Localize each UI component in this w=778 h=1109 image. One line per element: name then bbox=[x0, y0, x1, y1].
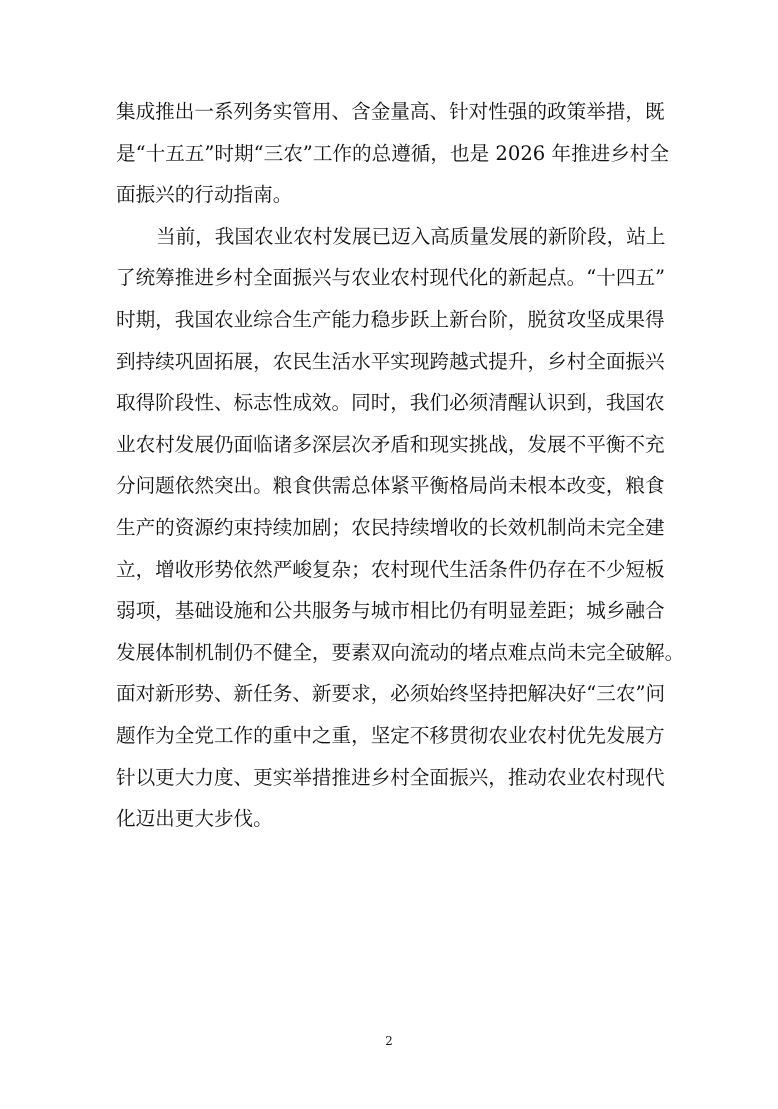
text-line: 时期，我国农业综合生产能力稳步跃上新台阶，脱贫攻坚成果得 bbox=[116, 307, 665, 331]
text-line: 面振兴的行动指南。 bbox=[116, 183, 293, 207]
text-line: 到持续巩固拓展，农民生活水平实现跨越式提升，乡村全面振兴 bbox=[116, 349, 665, 373]
text-line: 当前，我国农业农村发展已迈入高质量发展的新阶段，站上 bbox=[156, 224, 666, 248]
text-line: 是“十五五”时期“三农”工作的总遵循，也是 2026 年推进乡村全 bbox=[116, 141, 670, 165]
text-line: 立，增收形势依然严峻复杂；农村现代生活条件仍存在不少短板 bbox=[116, 557, 665, 581]
text-line: 生产的资源约束持续加剧；农民持续增收的长效机制尚未完全建 bbox=[116, 515, 665, 539]
text-line: 面对新形势、新任务、新要求，必须始终坚持把解决好“三农”问 bbox=[116, 682, 666, 706]
text-line: 分问题依然突出。粮食供需总体紧平衡格局尚未根本改变，粮食 bbox=[116, 474, 665, 498]
text-line: 发展体制机制仍不健全，要素双向流动的堵点难点尚未完全破解。 bbox=[116, 640, 685, 664]
text-line: 业农村发展仍面临诸多深层次矛盾和现实挑战，发展不平衡不充 bbox=[116, 432, 665, 456]
paragraph-1 bbox=[116, 91, 670, 216]
text-line: 化迈出更大步伐。 bbox=[116, 807, 273, 831]
text-line: 取得阶段性、标志性成效。同时，我们必须清醒认识到，我国农 bbox=[116, 391, 665, 415]
text-line: 题作为全党工作的重中之重，坚定不移贯彻农业农村优先发展方 bbox=[116, 723, 665, 747]
text-line: 针以更大力度、更实举措推进乡村全面振兴，推动农业农村现代 bbox=[116, 765, 665, 789]
text-line: 弱项，基础设施和公共服务与城市相比仍有明显差距；城乡融合 bbox=[116, 599, 665, 623]
text-line: 集成推出一系列务实管用、含金量高、针对性强的政策举措，既 bbox=[116, 100, 665, 123]
page-number: 2 bbox=[385, 1034, 393, 1048]
body-text bbox=[116, 91, 685, 840]
paragraph-2 bbox=[116, 216, 685, 840]
text-line: 了统筹推进乡村全面振兴与农业农村现代化的新起点。“十四五” bbox=[116, 266, 666, 290]
